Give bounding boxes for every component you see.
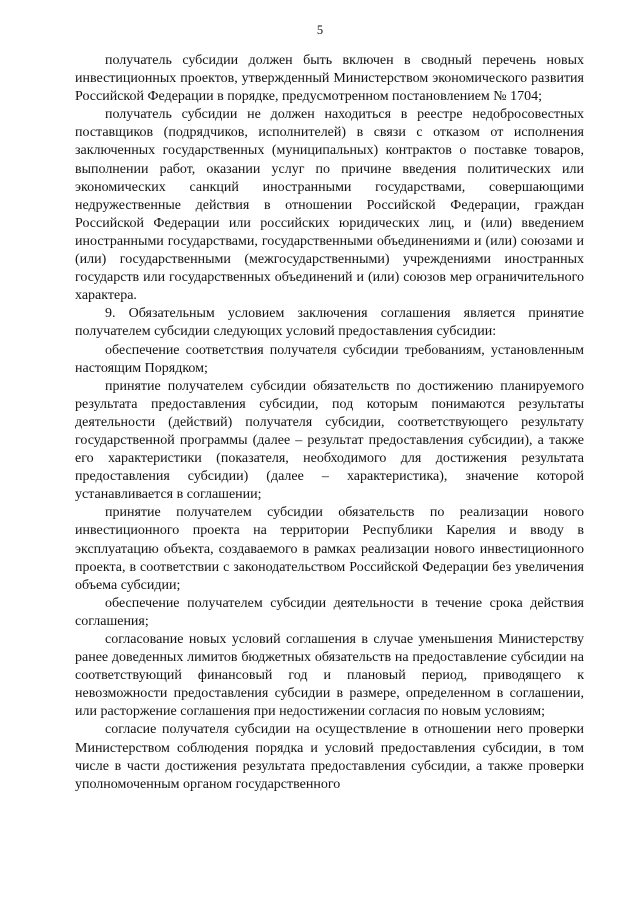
document-body: [75, 52, 584, 794]
paragraph-investment-list: получатель субсидии должен быть включен в сводный перечень новых инвестиционных проектов, утвержденный Министерством экономического развития Российской Федерации в порядке, предусмотренном постановлением № 1704;: [75, 53, 584, 105]
paragraph-new-conditions-agreement: согласование новых условий соглашения в случае уменьшения Министерству ранее доведенных лимитов бюджетных обязательств на предоставление субсидии на соответствующий финансовый год и плановый период, приводящего к невозможности предоставления субсидии в размере, определенном в соглашении, или расторжение соглашения при недостижении согласия по новым условиям;: [75, 632, 584, 720]
paragraph-compliance-requirements: обеспечение соответствия получателя субсидии требованиям, установленным настоящим Порядком;: [75, 342, 584, 376]
paragraph-result-obligations: принятие получателем субсидии обязательств по достижению планируемого результата предоставления субсидии, под которым понимаются результаты деятельности (действий) получателя субсидии, соответствующего результату государственной программы (далее – результат предоставления субсидии), а также его характеристики (показателя, необходимого для достижения результата предоставления субсидии) (далее – характеристика), значение которой устанавливается в соглашении;: [75, 378, 584, 503]
page-number: 5: [316, 23, 324, 37]
paragraph-item-9-mandatory-condition: 9. Обязательным условием заключения соглашения является принятие получателем субсидии следующих условий предоставления субсидии:: [75, 306, 584, 340]
paragraph-project-implementation: принятие получателем субсидии обязательств по реализации нового инвестиционного проекта на территории Республики Карелия и вводу в эксплуатацию объекта, создаваемого в рамках реализации нового инвестиционного проекта, в соответствии с законодательством Российской Федерации без увеличения объема субсидии;: [75, 505, 584, 593]
paragraph-activity-during-agreement: обеспечение получателем субсидии деятельности в течение срока действия соглашения;: [75, 595, 584, 629]
paragraph-consent-to-inspection: согласие получателя субсидии на осуществление в отношении него проверки Министерством соблюдения порядка и условий предоставления субсидии, в том числе в части достижения результата предоставления субсидии, а также проверки уполномоченным органом государственного: [75, 722, 584, 792]
paragraph-unfair-suppliers-registry: получатель субсидии не должен находиться в реестре недобросовестных поставщиков (подрядчиков, исполнителей) в связи с отказом от исполнения заключенных государственных (муниципальных) контрактов о поставке товаров, выполнении работ, оказании услуг по причине введения политических или экономических санкций иностранными государствами, совершающими недружественные действия в отношении Российской Федерации, граждан Российской Федерации или российских юридических лиц, и (или) введением иностранными государствами, государственными объединениями и (или) союзами и (или) государственными (межгосударственными) учреждениями иностранных государств или государственных объединений и (или) союзов мер ограничительного характера.: [75, 107, 584, 304]
